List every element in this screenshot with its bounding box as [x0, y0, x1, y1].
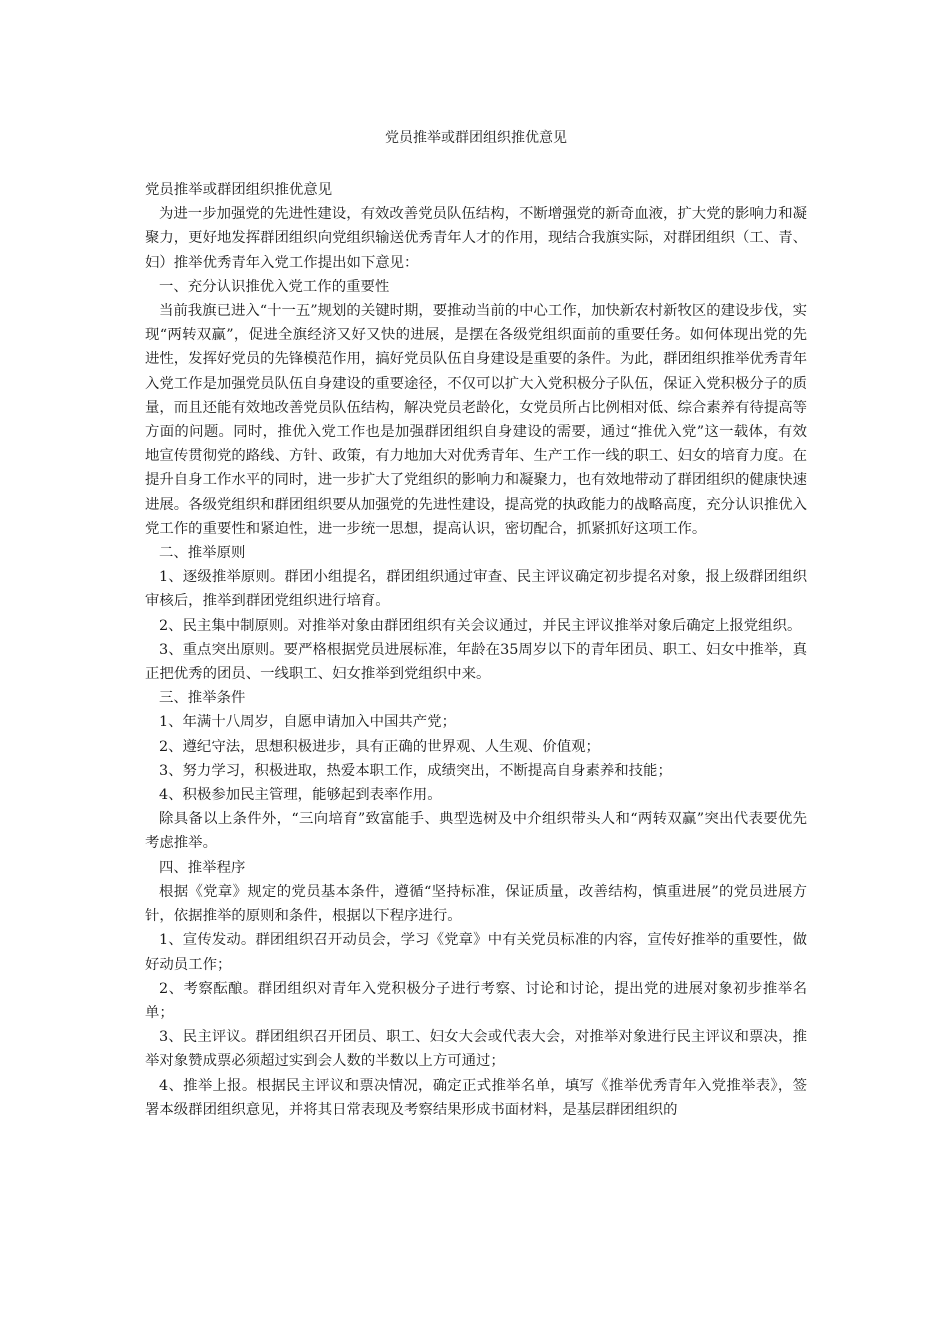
paragraph: 当前我旗已进入“十一五”规划的关键时期，要推动当前的中心工作，加快新农村新牧区的建设步伐，实现“两转双赢”，促进全旗经济又好又快的进展，是摆在各级党组织面前的重要任务。如何体现出党的先进性，发挥好党员的先锋模范作用，搞好党员队伍自身建设是重要的条件。为此，群团组织推举优秀青年入党工作是加强党员队伍自身建设的重要途径，不仅可以扩大入党积极分子队伍，保证入党积极分子的质量，而且还能有效地改善党员队伍结构，解决党员老龄化，女党员所占比例相对低、综合素养有待提高等方面的问题。同时，推优入党工作也是加强群团组织自身建设的需要，通过“推优入党”这一载体，有效地宣传贯彻党的路线、方针、政策，有力地加大对优秀青年、生产工作一线的职工、妇女的培育力度。在提升自身工作水平的同时，进一步扩大了党组织的影响力和凝聚力，也有效地带动了群团组织的健康快速进展。各级党组织和群团组织要从加强党的先进性建设，提高党的执政能力的战略高度，充分认识推优入党工作的重要性和紧迫性，进一步统一思想，提高认识，密切配合，抓紧抓好这项工作。	[145, 303, 807, 537]
document-title: 党员推举或群团组织推优意见	[385, 130, 567, 146]
paragraph: 4、积极参加民主管理，能够起到表率作用。	[159, 787, 442, 804]
paragraph: 为进一步加强党的先进性建设，有效改善党员队伍结构，不断增强党的新奇血液，扩大党的影响力和凝聚力，更好地发挥群团组织向党组织输送优秀青年人才的作用，现结合我旗实际，对群团组织（工、青、妇）推举优秀青年入党工作提出如下意见：	[145, 206, 807, 271]
paragraph: 3、重点突出原则。要严格根据党员进展标准，年龄在35周岁以下的青年团员、职工、妇女中推举，真正把优秀的团员、一线职工、妇女推举到党组织中来。	[145, 641, 807, 683]
paragraph: 党员推举或群团组织推优意见	[145, 182, 333, 198]
paragraph: 二、推举原则	[159, 545, 246, 562]
paragraph: 2、民主集中制原则。对推举对象由群团组织有关会议通过，并民主评议推举对象后确定上报党组织。	[159, 617, 802, 634]
paragraph: 一、充分认识推优入党工作的重要性	[159, 278, 390, 295]
paragraph: 三、推举条件	[159, 690, 246, 707]
document-body	[145, 178, 807, 1122]
paragraph: 四、推举程序	[159, 859, 246, 876]
paragraph: 2、遵纪守法，思想积极进步，具有正确的世界观、人生观、价值观；	[159, 738, 600, 755]
paragraph: 3、民主评议。群团组织召开团员、职工、妇女大会或代表大会，对推举对象进行民主评议和票决，推举对象赞成票必须超过实到会人数的半数以上方可通过；	[145, 1029, 807, 1070]
paragraph: 4、推举上报。根据民主评议和票决情况，确定正式推举名单，填写《推举优秀青年入党推举表》，签署本级群团组织意见，并将其日常表现及考察结果形成书面材料，是基层群团组织的	[145, 1077, 807, 1118]
paragraph: 3、努力学习，积极进取，热爱本职工作，成绩突出，不断提高自身素养和技能；	[159, 762, 672, 779]
paragraph: 1、逐级推举原则。群团小组提名，群团组织通过审查、民主评议确定初步提名对象，报上级群团组织审核后，推举到群团党组织进行培育。	[145, 569, 807, 610]
paragraph: 根据《党章》规定的党员基本条件，遵循“坚持标准，保证质量，改善结构，慎重进展”的党员进展方针，依据推举的原则和条件，根据以下程序进行。	[145, 883, 807, 925]
paragraph: 除具备以上条件外，“三向培育”致富能手、典型选树及中介组织带头人和“两转双赢”突出代表要优先考虑推举。	[145, 811, 807, 852]
paragraph: 1、年满十八周岁，自愿申请加入中国共产党；	[159, 714, 456, 731]
paragraph: 2、考察酝酿。群团组织对青年入党积极分子进行考察、讨论和讨论，提出党的进展对象初步推举名单；	[145, 980, 807, 1021]
paragraph: 1、宣传发动。群团组织召开动员会，学习《党章》中有关党员标准的内容，宣传好推举的重要性，做好动员工作；	[145, 932, 807, 973]
